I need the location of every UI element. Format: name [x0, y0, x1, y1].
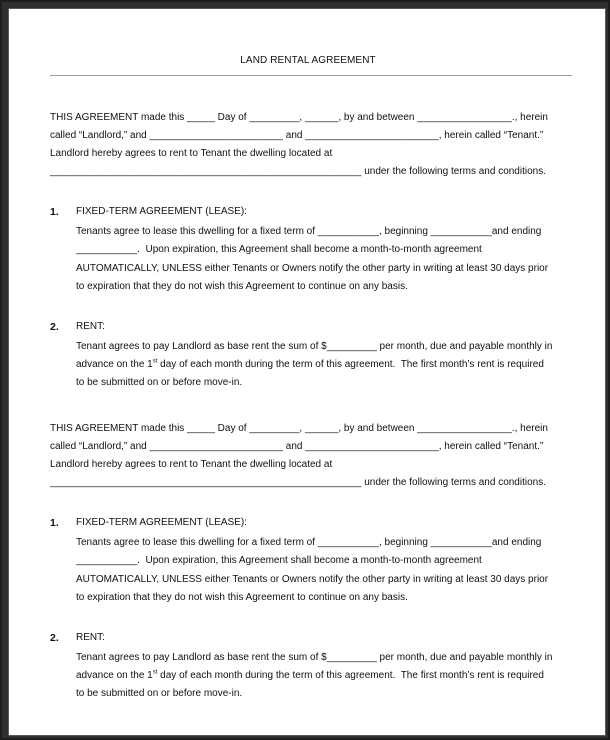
section-text-line: ___________. Upon expiration, this Agreement shall become a month-to-month agreement [76, 555, 482, 566]
section-number: 1. [50, 517, 59, 529]
text-fragment: day of each month during the term of this agreement. The first month’s rent is required [157, 670, 544, 681]
section-text-line: Tenant agrees to pay Landlord as base rent the sum of $_________ per month, due and payable monthly in [76, 341, 553, 352]
text-fragment: advance on the 1 [76, 359, 153, 370]
section-text-line: AUTOMATICALLY, UNLESS either Tenants or Owners notify the other party in writing at least 30 days prior [76, 574, 549, 585]
intro-line: Landlord hereby agrees to rent to Tenant the dwelling located at [50, 148, 333, 159]
ordinal-suffix: st [152, 358, 158, 365]
section-text-line: to be submitted on or before move-in. [76, 688, 243, 699]
section-text-line: to expiration that they do not wish this Agreement to continue on any basis. [76, 592, 408, 603]
section-text-line: to expiration that they do not wish this Agreement to continue on any basis. [76, 281, 408, 292]
section-text-line: ___________. Upon expiration, this Agreement shall become a month-to-month agreement [76, 244, 482, 255]
section-heading: RENT: [76, 321, 105, 332]
section-text-line: to be submitted on or before move-in. [76, 377, 243, 388]
intro-line: called “Landlord,” and ________________________ and ________________________, herein called “Tenant.” [50, 441, 544, 452]
section-number: 2. [50, 632, 59, 644]
intro-line: ________________________________________________________ under the following terms and conditions. [50, 477, 546, 488]
ordinal-suffix: st [152, 669, 158, 676]
section-heading: FIXED-TERM AGREEMENT (LEASE): [76, 517, 247, 528]
intro-line: THIS AGREEMENT made this _____ Day of _________, ______, by and between _________________., herein [50, 423, 548, 434]
section-text-line: Tenants agree to lease this dwelling for a fixed term of ___________, beginning ___________and ending [76, 537, 542, 548]
section-heading: RENT: [76, 632, 105, 643]
page-title: LAND RENTAL AGREEMENT [240, 55, 376, 66]
section-text-line [76, 359, 544, 371]
section-text-line: Tenants agree to lease this dwelling for a fixed term of ___________, beginning ___________and ending [76, 226, 542, 237]
section-number: 1. [50, 206, 59, 218]
document-page[interactable] [8, 8, 606, 736]
text-fragment: advance on the 1 [76, 670, 153, 681]
intro-line: called “Landlord,” and ________________________ and ________________________, herein called “Tenant.” [50, 130, 544, 141]
section-heading: FIXED-TERM AGREEMENT (LEASE): [76, 206, 247, 217]
section-number: 2. [50, 321, 59, 333]
section-text-line: Tenant agrees to pay Landlord as base rent the sum of $_________ per month, due and payable monthly in [76, 652, 553, 663]
title-divider [50, 75, 572, 76]
text-fragment: day of each month during the term of this agreement. The first month’s rent is required [157, 359, 544, 370]
intro-line: THIS AGREEMENT made this _____ Day of _________, ______, by and between _________________., herein [50, 112, 548, 123]
intro-line: ________________________________________________________ under the following terms and conditions. [50, 166, 546, 177]
section-text-line: AUTOMATICALLY, UNLESS either Tenants or Owners notify the other party in writing at least 30 days prior [76, 263, 549, 274]
intro-line: Landlord hereby agrees to rent to Tenant the dwelling located at [50, 459, 333, 470]
section-text-line [76, 670, 544, 682]
